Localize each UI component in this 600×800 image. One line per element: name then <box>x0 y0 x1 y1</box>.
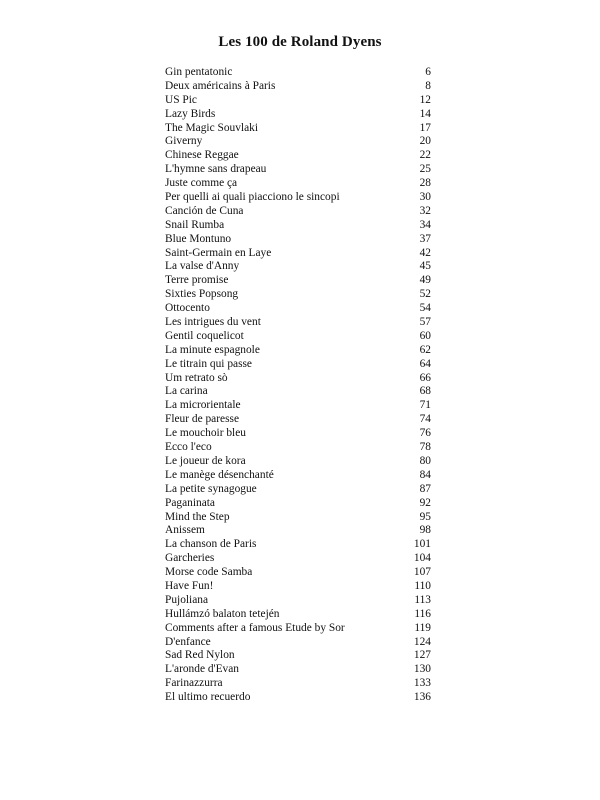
toc-entry-title: Paganinata <box>165 496 215 509</box>
toc-entry-page-number: 42 <box>419 246 431 259</box>
toc-entry <box>165 566 431 580</box>
toc-entry <box>165 399 431 413</box>
toc-entry-title: Fleur de paresse <box>165 413 240 426</box>
toc-entry-title: Giverny <box>165 135 203 148</box>
toc-entry <box>165 580 431 594</box>
toc-entry <box>165 302 431 316</box>
toc-entry <box>165 149 431 163</box>
toc-entry <box>165 636 431 650</box>
toc-entry <box>165 649 431 663</box>
toc-entry-page-number: 87 <box>419 482 431 495</box>
toc-entry-page-number: 116 <box>414 607 431 620</box>
toc-entry-title: Sixties Popsong <box>165 288 239 301</box>
toc-entry-title: Deux américains à Paris <box>165 79 276 92</box>
toc-entry <box>165 66 431 80</box>
toc-entry-page-number: 66 <box>419 371 431 384</box>
toc-entry-page-number: 107 <box>413 566 431 579</box>
toc-entry-page-number: 95 <box>419 510 431 523</box>
toc-entry-page-number: 124 <box>413 635 431 648</box>
toc-entry-page-number: 12 <box>419 93 431 106</box>
toc-entry <box>165 358 431 372</box>
toc-entry-title: D'enfance <box>165 635 211 648</box>
toc-entry <box>165 469 431 483</box>
toc-entry <box>165 608 431 622</box>
toc-entry-page-number: 22 <box>419 149 431 162</box>
toc-entry-page-number: 113 <box>414 593 431 606</box>
toc-entry <box>165 594 431 608</box>
toc-entry <box>165 274 431 288</box>
toc-entry-title: Saint-Germain en Laye <box>165 246 272 259</box>
toc-entry-title: Comments after a famous Etude by Sor <box>165 621 345 634</box>
toc-entry <box>165 122 431 136</box>
toc-entry-page-number: 62 <box>419 343 431 356</box>
toc-entry-page-number: 64 <box>419 357 431 370</box>
toc-entry <box>165 677 431 691</box>
toc-entry-title: Gin pentatonic <box>165 66 233 78</box>
toc-entry <box>165 385 431 399</box>
toc-entry-title: Le mouchoir bleu <box>165 427 246 440</box>
toc-entry <box>165 622 431 636</box>
toc-entry <box>165 538 431 552</box>
toc-entry-title: Le titrain qui passe <box>165 357 252 370</box>
toc-entry-page-number: 60 <box>419 329 431 342</box>
toc-entry <box>165 233 431 247</box>
toc-entry-title: Lazy Birds <box>165 107 216 120</box>
toc-entry <box>165 177 431 191</box>
toc-entry-title: La microrientale <box>165 399 241 412</box>
toc-entry-title: Le manège désenchanté <box>165 468 274 481</box>
toc-entry-page-number: 28 <box>419 177 431 190</box>
toc-entry-title: Juste comme ça <box>165 177 238 190</box>
toc-entry <box>165 427 431 441</box>
toc-entry-page-number: 20 <box>419 135 431 148</box>
toc-entry-page-number: 130 <box>413 663 431 676</box>
toc-entry-page-number: 6 <box>425 66 431 78</box>
toc-entry-page-number: 127 <box>413 649 431 662</box>
toc-entry <box>165 247 431 261</box>
toc-entry-title: Les intrigues du vent <box>165 316 261 329</box>
toc-entry <box>165 191 431 205</box>
toc-entry <box>165 663 431 677</box>
toc-entry <box>165 80 431 94</box>
toc-entry-title: The Magic Souvlaki <box>165 121 259 134</box>
toc-entry-title: Le joueur de kora <box>165 454 246 467</box>
toc-entry <box>165 372 431 386</box>
toc-entry-title: Per quelli ai quali piacciono le sincopi <box>165 191 340 204</box>
toc-entry-title: Anissem <box>165 524 205 537</box>
toc-entry <box>165 483 431 497</box>
toc-entry-title: La petite synagogue <box>165 482 257 495</box>
toc-entry-title: La carina <box>165 385 208 398</box>
toc-entry <box>165 511 431 525</box>
toc-entry-title: Farinazzurra <box>165 677 223 690</box>
toc-entry-page-number: 133 <box>413 677 431 690</box>
toc-entry-page-number: 54 <box>419 302 431 315</box>
toc-entry-title: Um retrato sò <box>165 371 228 384</box>
toc-entry-title: Hullámzó balaton tetején <box>165 607 280 620</box>
toc-entry-page-number: 74 <box>419 413 431 426</box>
toc-entry-title: Pujoliana <box>165 593 209 606</box>
toc-entry-page-number: 8 <box>425 79 431 92</box>
toc-entry-page-number: 37 <box>419 232 431 245</box>
toc-entry-title: Gentil coquelicot <box>165 329 244 342</box>
toc-entry-title: Terre promise <box>165 274 229 287</box>
toc-entry <box>165 330 431 344</box>
toc-entry-title: Snail Rumba <box>165 218 225 231</box>
toc-entry-title: Morse code Samba <box>165 566 253 579</box>
toc-entry <box>165 219 431 233</box>
toc-entry-title: Mind the Step <box>165 510 230 523</box>
page-title: Les 100 de Roland Dyens <box>218 34 382 50</box>
toc-entry-page-number: 110 <box>414 579 431 592</box>
toc-entry-page-number: 76 <box>419 427 431 440</box>
toc-entry-title: Sad Red Nylon <box>165 649 235 662</box>
toc-entry-title: L'aronde d'Evan <box>165 663 240 676</box>
toc-entry-title: La valse d'Anny <box>165 260 240 273</box>
table-of-contents <box>165 66 431 705</box>
toc-entry <box>165 108 431 122</box>
toc-entry <box>165 524 431 538</box>
toc-entry <box>165 441 431 455</box>
toc-entry-page-number: 71 <box>419 399 431 412</box>
toc-entry <box>165 163 431 177</box>
toc-entry-title: Canción de Cuna <box>165 204 244 217</box>
toc-entry <box>165 94 431 108</box>
toc-entry-page-number: 32 <box>419 204 431 217</box>
toc-entry-title: Chinese Reggae <box>165 149 239 162</box>
toc-entry-page-number: 52 <box>419 288 431 301</box>
toc-entry <box>165 260 431 274</box>
toc-entry-page-number: 119 <box>414 621 431 634</box>
toc-entry-page-number: 17 <box>419 121 431 134</box>
toc-entry-title: US Pic <box>165 93 197 106</box>
toc-entry-page-number: 49 <box>419 274 431 287</box>
toc-entry-title: L'hymne sans drapeau <box>165 163 267 176</box>
toc-entry <box>165 316 431 330</box>
toc-entry <box>165 552 431 566</box>
toc-entry-title: Ecco l'eco <box>165 441 212 454</box>
toc-entry-title: Blue Montuno <box>165 232 232 245</box>
toc-entry <box>165 455 431 469</box>
toc-entry-page-number: 98 <box>419 524 431 537</box>
toc-entry <box>165 135 431 149</box>
toc-entry-title: La chanson de Paris <box>165 538 257 551</box>
toc-entry-page-number: 45 <box>419 260 431 273</box>
toc-entry-page-number: 34 <box>419 218 431 231</box>
toc-entry-page-number: 25 <box>419 163 431 176</box>
toc-entry-title: Ottocento <box>165 302 210 315</box>
toc-entry <box>165 691 431 705</box>
toc-entry-title: La minute espagnole <box>165 343 260 356</box>
toc-entry-page-number: 104 <box>413 552 431 565</box>
toc-entry-title: El ultimo recuerdo <box>165 691 251 704</box>
toc-entry-title: Garcheries <box>165 552 215 565</box>
toc-entry-page-number: 84 <box>419 468 431 481</box>
toc-entry-title: Have Fun! <box>165 579 214 592</box>
toc-entry-page-number: 30 <box>419 191 431 204</box>
toc-entry-page-number: 68 <box>419 385 431 398</box>
toc-entry-page-number: 57 <box>419 316 431 329</box>
toc-entry <box>165 497 431 511</box>
toc-entry-page-number: 78 <box>419 441 431 454</box>
toc-entry-page-number: 14 <box>419 107 431 120</box>
toc-entry <box>165 205 431 219</box>
toc-entry <box>165 288 431 302</box>
toc-entry-page-number: 136 <box>413 691 431 704</box>
toc-entry-page-number: 92 <box>419 496 431 509</box>
toc-entry-page-number: 80 <box>419 454 431 467</box>
toc-entry <box>165 344 431 358</box>
toc-entry-page-number: 101 <box>413 538 431 551</box>
toc-entry <box>165 413 431 427</box>
